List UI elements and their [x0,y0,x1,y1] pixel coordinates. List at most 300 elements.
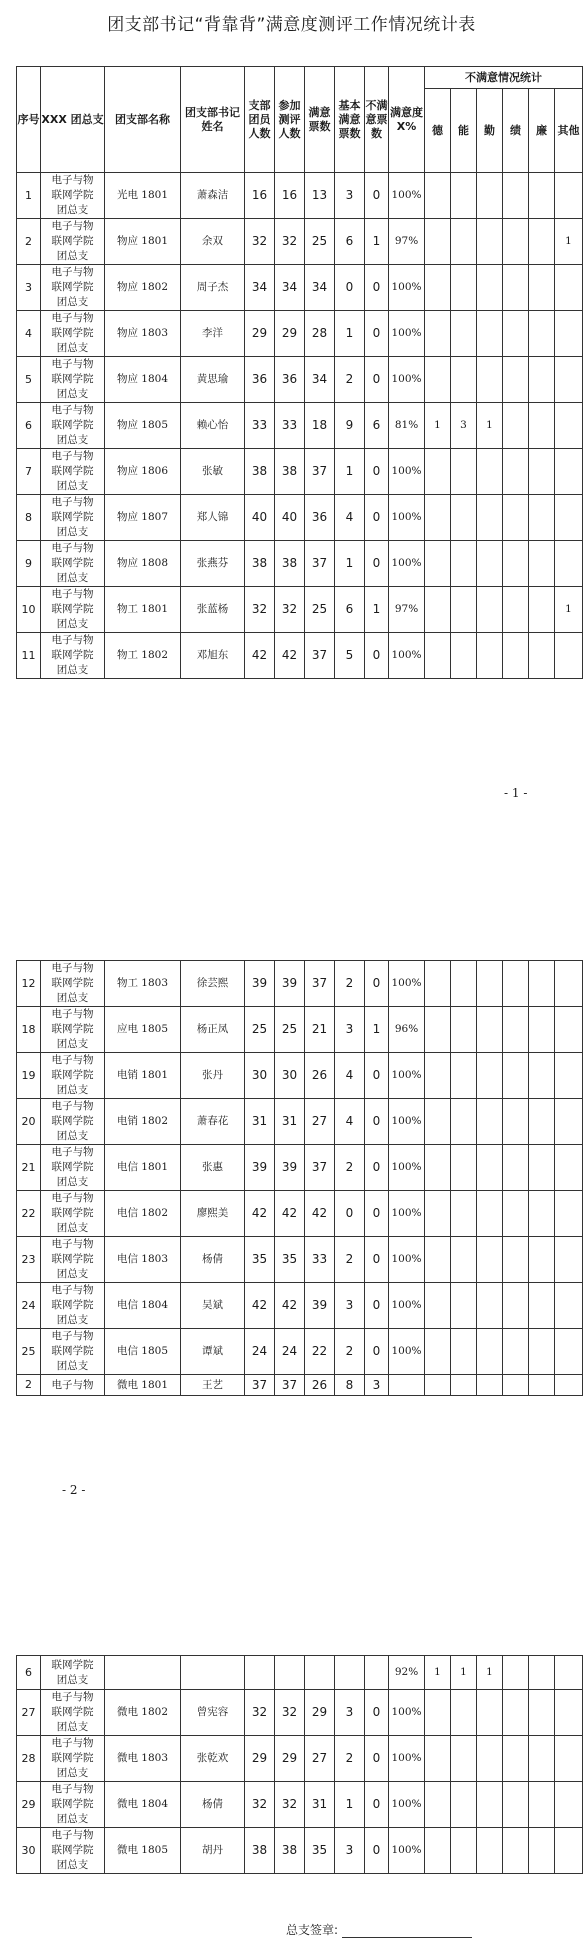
rate-cell: 97% [389,219,425,265]
members-cell: 32 [245,1690,275,1736]
page-number-1: - 1 - [504,786,528,800]
lian-cell [529,449,555,495]
de-cell [425,961,451,1007]
table-row [17,1375,583,1396]
members-cell: 42 [245,1283,275,1329]
lian-cell [529,1375,555,1396]
participants-cell: 42 [275,633,305,679]
secretary-cell: 赖心怡 [181,403,245,449]
ji-cell [503,173,529,219]
table-row [17,1656,583,1690]
de-cell [425,1283,451,1329]
other-cell [555,1375,583,1396]
ji-cell [503,403,529,449]
ji-cell [503,1736,529,1782]
satisfied-cell: 37 [305,1145,335,1191]
table-row [17,1099,583,1145]
rate-cell: 100% [389,495,425,541]
basic-cell: 3 [335,1828,365,1874]
branch-cell: 物应 1807 [105,495,181,541]
participants-cell: 39 [275,961,305,1007]
signature-label: 总支签章: [286,1923,339,1937]
qin-cell [477,1283,503,1329]
table-row [17,541,583,587]
unsatisfied-cell: 0 [365,1283,389,1329]
branch-cell: 微电 1805 [105,1828,181,1874]
members-cell: 38 [245,449,275,495]
league-cell: 电子与物 联网学院 团总支 [41,495,105,541]
members-cell: 42 [245,633,275,679]
other-cell [555,265,583,311]
other-cell [555,1283,583,1329]
qin-cell [477,1736,503,1782]
members-cell: 16 [245,173,275,219]
secretary-cell: 胡丹 [181,1828,245,1874]
league-cell: 电子与物 联网学院 团总支 [41,449,105,495]
participants-cell [275,1656,305,1690]
basic-cell: 4 [335,495,365,541]
rate-cell: 100% [389,1145,425,1191]
other-cell [555,1656,583,1690]
table-row [17,587,583,633]
qin-cell [477,1690,503,1736]
qin-cell: 1 [477,1656,503,1690]
secretary-cell: 谭斌 [181,1329,245,1375]
qin-cell [477,173,503,219]
other-cell [555,1053,583,1099]
table-row [17,219,583,265]
table-row [17,961,583,1007]
branch-cell: 电信 1801 [105,1145,181,1191]
qin-cell [477,1237,503,1283]
rate-cell: 100% [389,311,425,357]
satisfied-cell: 37 [305,449,335,495]
unsatisfied-cell: 0 [365,1329,389,1375]
table-row [17,1828,583,1874]
de-cell [425,1375,451,1396]
neng-cell [451,1690,477,1736]
satisfied-cell: 39 [305,1283,335,1329]
satisfied-cell: 26 [305,1053,335,1099]
qin-cell [477,1099,503,1145]
qin-cell [477,357,503,403]
other-cell [555,1690,583,1736]
neng-cell: 3 [451,403,477,449]
signature-area [286,1921,472,1938]
ji-cell [503,265,529,311]
document-title: 团支部书记“背靠背”满意度测评工作情况统计表 [107,15,476,35]
other-cell [555,1007,583,1053]
rate-cell: 100% [389,449,425,495]
table-row [17,633,583,679]
secretary-cell: 萧森洁 [181,173,245,219]
table-row [17,403,583,449]
members-cell: 38 [245,541,275,587]
qin-cell [477,1145,503,1191]
index-cell: 6 [17,403,41,449]
index-cell: 25 [17,1329,41,1375]
ji-cell [503,1656,529,1690]
table-row [17,265,583,311]
de-cell [425,219,451,265]
ji-cell [503,311,529,357]
unsatisfied-cell: 1 [365,219,389,265]
lian-cell [529,1145,555,1191]
header-unsatisfied: 不满意票数 [365,67,389,173]
rate-cell: 100% [389,1329,425,1375]
unsatisfied-cell: 0 [365,1828,389,1874]
neng-cell [451,495,477,541]
header-branch: 团支部名称 [105,67,181,173]
secretary-cell: 张惠 [181,1145,245,1191]
basic-cell: 3 [335,1283,365,1329]
participants-cell: 42 [275,1283,305,1329]
branch-cell: 电销 1802 [105,1099,181,1145]
header-ji: 绩 [503,89,529,173]
de-cell [425,357,451,403]
qin-cell: 1 [477,403,503,449]
ji-cell [503,1329,529,1375]
header-other: 其他 [555,89,583,173]
de-cell [425,1191,451,1237]
satisfied-cell: 35 [305,1828,335,1874]
de-cell [425,1053,451,1099]
secretary-cell: 曾宪容 [181,1690,245,1736]
signature-line[interactable] [342,1925,472,1938]
participants-cell: 35 [275,1237,305,1283]
basic-cell: 2 [335,1145,365,1191]
secretary-cell: 徐芸熙 [181,961,245,1007]
participants-cell: 29 [275,311,305,357]
table-row [17,1237,583,1283]
secretary-cell: 王艺 [181,1375,245,1396]
ji-cell [503,1007,529,1053]
qin-cell [477,1053,503,1099]
de-cell [425,449,451,495]
rate-cell: 100% [389,357,425,403]
satisfied-cell: 42 [305,1191,335,1237]
league-cell: 电子与物 联网学院 团总支 [41,1191,105,1237]
rate-cell: 100% [389,1828,425,1874]
index-cell: 9 [17,541,41,587]
rate-cell: 97% [389,587,425,633]
unsatisfied-cell: 0 [365,633,389,679]
table-row [17,1053,583,1099]
members-cell: 35 [245,1237,275,1283]
satisfied-cell: 29 [305,1690,335,1736]
members-cell: 30 [245,1053,275,1099]
other-cell [555,449,583,495]
other-cell [555,1099,583,1145]
branch-cell [105,1656,181,1690]
neng-cell [451,1191,477,1237]
basic-cell: 2 [335,1237,365,1283]
members-cell: 32 [245,219,275,265]
basic-cell: 1 [335,541,365,587]
index-cell: 1 [17,173,41,219]
index-cell: 11 [17,633,41,679]
lian-cell [529,587,555,633]
table-row [17,1329,583,1375]
lian-cell [529,1053,555,1099]
lian-cell [529,495,555,541]
league-cell: 电子与物 联网学院 团总支 [41,1237,105,1283]
other-cell [555,541,583,587]
secretary-cell: 杨倩 [181,1782,245,1828]
members-cell: 38 [245,1828,275,1874]
rate-cell: 100% [389,961,425,1007]
secretary-cell: 郑人锦 [181,495,245,541]
secretary-cell: 萧春花 [181,1099,245,1145]
ji-cell [503,633,529,679]
basic-cell: 3 [335,1007,365,1053]
satisfied-cell: 25 [305,587,335,633]
branch-cell: 电销 1801 [105,1053,181,1099]
ji-cell [503,1053,529,1099]
satisfaction-table-page-3 [16,1655,583,1874]
ji-cell [503,1375,529,1396]
participants-cell: 32 [275,1690,305,1736]
neng-cell [451,1828,477,1874]
unsatisfied-cell: 0 [365,357,389,403]
de-cell: 1 [425,403,451,449]
participants-cell: 25 [275,1007,305,1053]
index-cell: 30 [17,1828,41,1874]
qin-cell [477,587,503,633]
qin-cell [477,633,503,679]
table-row [17,1145,583,1191]
index-cell: 2 [17,1375,41,1396]
other-cell [555,1191,583,1237]
header-de: 德 [425,89,451,173]
unsatisfied-cell: 0 [365,495,389,541]
rate-cell: 81% [389,403,425,449]
neng-cell [451,357,477,403]
rate-cell: 100% [389,541,425,587]
rate-cell: 100% [389,1053,425,1099]
unsatisfied-cell: 0 [365,1237,389,1283]
page-number-2: - 2 - [62,1483,86,1497]
basic-cell: 3 [335,173,365,219]
ji-cell [503,1828,529,1874]
rate-cell: 100% [389,1237,425,1283]
lian-cell [529,1283,555,1329]
de-cell [425,1828,451,1874]
secretary-cell: 张敏 [181,449,245,495]
secretary-cell: 黄思瑜 [181,357,245,403]
ji-cell [503,961,529,1007]
secretary-cell: 余双 [181,219,245,265]
ji-cell [503,1690,529,1736]
other-cell [555,1237,583,1283]
header-neng: 能 [451,89,477,173]
lian-cell [529,1099,555,1145]
rate-cell: 100% [389,1690,425,1736]
league-cell: 电子与物 联网学院 团总支 [41,311,105,357]
basic-cell: 1 [335,311,365,357]
secretary-cell: 张蓝杨 [181,587,245,633]
participants-cell: 33 [275,403,305,449]
unsatisfied-cell: 0 [365,265,389,311]
neng-cell [451,1007,477,1053]
branch-cell: 物应 1808 [105,541,181,587]
table-row [17,1007,583,1053]
other-cell [555,495,583,541]
index-cell: 5 [17,357,41,403]
neng-cell [451,219,477,265]
branch-cell: 光电 1801 [105,173,181,219]
participants-cell: 39 [275,1145,305,1191]
index-cell: 27 [17,1690,41,1736]
league-cell: 电子与物 联网学院 团总支 [41,1690,105,1736]
branch-cell: 物应 1804 [105,357,181,403]
other-cell: 1 [555,219,583,265]
qin-cell [477,265,503,311]
lian-cell [529,357,555,403]
neng-cell: 1 [451,1656,477,1690]
branch-cell: 物工 1803 [105,961,181,1007]
league-cell: 电子与物 联网学院 团总支 [41,1782,105,1828]
header-members: 支部团员人数 [245,67,275,173]
other-cell [555,1782,583,1828]
members-cell: 24 [245,1329,275,1375]
league-cell: 电子与物 联网学院 团总支 [41,1053,105,1099]
qin-cell [477,541,503,587]
lian-cell [529,173,555,219]
league-cell: 电子与物 联网学院 团总支 [41,1828,105,1874]
index-cell: 28 [17,1736,41,1782]
league-cell: 电子与物 联网学院 团总支 [41,1007,105,1053]
satisfied-cell: 21 [305,1007,335,1053]
members-cell [245,1656,275,1690]
basic-cell: 2 [335,1329,365,1375]
header-dissatisfaction: 不满意情况统计 [425,67,583,89]
qin-cell [477,449,503,495]
de-cell [425,173,451,219]
lian-cell [529,1690,555,1736]
index-cell: 3 [17,265,41,311]
secretary-cell: 张燕芬 [181,541,245,587]
lian-cell [529,1191,555,1237]
neng-cell [451,1736,477,1782]
secretary-cell: 杨倩 [181,1237,245,1283]
ji-cell [503,1283,529,1329]
table-row [17,311,583,357]
branch-cell: 应电 1805 [105,1007,181,1053]
branch-cell: 物应 1802 [105,265,181,311]
basic-cell: 2 [335,961,365,1007]
index-cell: 4 [17,311,41,357]
basic-cell: 0 [335,1191,365,1237]
other-cell [555,633,583,679]
secretary-cell [181,1656,245,1690]
index-cell: 2 [17,219,41,265]
index-cell: 7 [17,449,41,495]
ji-cell [503,495,529,541]
lian-cell [529,219,555,265]
neng-cell [451,541,477,587]
index-cell: 12 [17,961,41,1007]
de-cell [425,633,451,679]
unsatisfied-cell: 0 [365,311,389,357]
table-row [17,173,583,219]
index-cell: 18 [17,1007,41,1053]
participants-cell: 42 [275,1191,305,1237]
secretary-cell: 廖熙美 [181,1191,245,1237]
unsatisfied-cell [365,1656,389,1690]
header-qin: 勤 [477,89,503,173]
satisfied-cell: 13 [305,173,335,219]
satisfied-cell: 37 [305,961,335,1007]
neng-cell [451,633,477,679]
basic-cell [335,1656,365,1690]
unsatisfied-cell: 0 [365,1053,389,1099]
league-cell: 电子与物 联网学院 团总支 [41,357,105,403]
league-cell: 电子与物 联网学院 团总支 [41,173,105,219]
de-cell [425,1782,451,1828]
header-satisfied: 满意票数 [305,67,335,173]
secretary-cell: 周子杰 [181,265,245,311]
qin-cell [477,1007,503,1053]
rate-cell: 100% [389,1191,425,1237]
lian-cell [529,403,555,449]
de-cell [425,1736,451,1782]
qin-cell [477,1828,503,1874]
index-cell: 21 [17,1145,41,1191]
participants-cell: 38 [275,449,305,495]
rate-cell: 96% [389,1007,425,1053]
secretary-cell: 李洋 [181,311,245,357]
branch-cell: 物工 1802 [105,633,181,679]
table-row [17,495,583,541]
qin-cell [477,1782,503,1828]
ji-cell [503,1191,529,1237]
league-cell: 电子与物 联网学院 团总支 [41,541,105,587]
lian-cell [529,265,555,311]
neng-cell [451,1329,477,1375]
league-cell: 电子与物 联网学院 团总支 [41,1145,105,1191]
qin-cell [477,219,503,265]
branch-cell: 电信 1802 [105,1191,181,1237]
satisfied-cell: 34 [305,357,335,403]
secretary-cell: 吴斌 [181,1283,245,1329]
satisfied-cell: 25 [305,219,335,265]
lian-cell [529,1656,555,1690]
neng-cell [451,311,477,357]
other-cell [555,961,583,1007]
de-cell [425,1690,451,1736]
league-cell: 联网学院 团总支 [41,1656,105,1690]
participants-cell: 34 [275,265,305,311]
members-cell: 36 [245,357,275,403]
table-row [17,357,583,403]
rate-cell: 100% [389,1782,425,1828]
de-cell [425,1145,451,1191]
participants-cell: 38 [275,1828,305,1874]
league-cell: 电子与物 [41,1375,105,1396]
de-cell [425,1237,451,1283]
participants-cell: 32 [275,1782,305,1828]
secretary-cell: 邓旭东 [181,633,245,679]
qin-cell [477,1329,503,1375]
rate-cell: 92% [389,1656,425,1690]
satisfied-cell: 37 [305,541,335,587]
table-row [17,1283,583,1329]
branch-cell: 微电 1802 [105,1690,181,1736]
basic-cell: 6 [335,219,365,265]
satisfied-cell: 33 [305,1237,335,1283]
branch-cell: 电信 1805 [105,1329,181,1375]
